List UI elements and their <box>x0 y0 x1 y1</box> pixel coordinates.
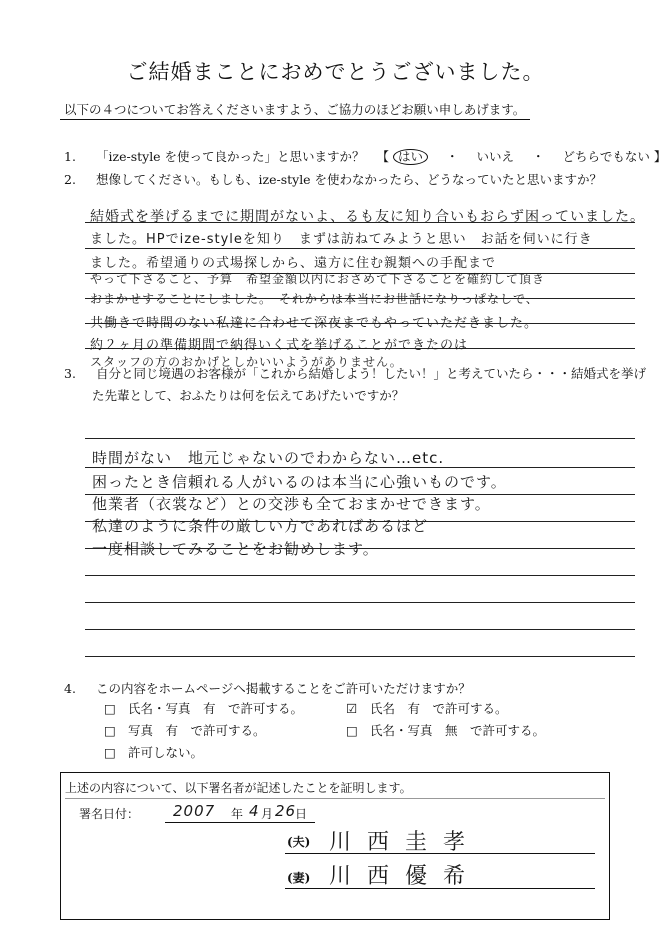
handwritten-line: ました。希望通りの式場探しから、遠方に住む親類への手配まで <box>90 256 497 271</box>
date-underline <box>165 822 315 823</box>
handwritten-line: 時間がない 地元じゃないのでわからない…etc. <box>92 449 445 467</box>
permission-option-name-photo[interactable] <box>104 699 303 717</box>
question-1-number: 1. <box>64 149 76 164</box>
handwritten-line: スタッフの方のおかげとしかいいようがありません。 <box>90 355 403 369</box>
month-unit: 月 <box>261 807 274 821</box>
signature-day[interactable]: 26 <box>275 802 297 820</box>
question-4-number: 4. <box>64 681 76 696</box>
answer-line <box>85 629 635 630</box>
checkbox-unchecked-icon[interactable]: □ <box>104 745 116 760</box>
husband-label: (夫) <box>287 835 311 849</box>
option-label: 写真 有 で許可する。 <box>127 723 266 738</box>
permission-option-photo[interactable] <box>104 721 266 739</box>
question-1-text: 「ize-style を使って良かった」と思いますか？ <box>95 149 365 164</box>
signature-year[interactable]: 2007 <box>173 802 216 820</box>
permission-option-name[interactable] <box>346 699 508 717</box>
signature-month[interactable]: 4 <box>249 802 260 820</box>
certification-text: 上述の内容について、以下署名者が記述したことを証明します。 <box>65 781 412 795</box>
option-label: 氏名・写真 無 で許可する。 <box>369 723 545 738</box>
question-3-text-line2: た先輩として、おふたりは何を伝えてあげたいですか？ <box>92 388 405 403</box>
checkbox-unchecked-icon[interactable]: □ <box>104 701 116 716</box>
question-1 <box>64 147 666 165</box>
answer-line <box>85 248 635 249</box>
handwritten-line: 一度相談してみることをお勧めします。 <box>92 540 379 558</box>
permission-option-no-name-photo[interactable] <box>346 721 545 739</box>
question-1-bracket-open: 【 <box>376 149 390 164</box>
question-3-number: 3. <box>64 366 76 381</box>
handwritten-line: 他業者（衣裳など）との交渉も全ておまかせできます。 <box>92 495 491 513</box>
divider <box>65 798 605 799</box>
permission-option-deny[interactable] <box>104 743 203 761</box>
question-1-separator: ・ <box>532 149 545 164</box>
option-label: 許可しない。 <box>127 745 203 760</box>
checkbox-unchecked-icon[interactable]: □ <box>346 723 358 738</box>
option-label: 氏名・写真 有 で許可する。 <box>127 701 303 716</box>
handwritten-line: 共働きで時間のない私達に合わせて深夜までもやっていただきました。 <box>90 316 539 331</box>
answer-line <box>85 438 635 439</box>
day-unit: 日 <box>295 807 308 821</box>
checkbox-unchecked-icon[interactable]: □ <box>104 723 116 738</box>
handwritten-line: 約２ヶ月の準備期間で納得いく式を挙げることができたのは <box>90 338 469 353</box>
option-label: 氏名 有 で許可する。 <box>369 701 508 716</box>
handwritten-line: おまかせすることにしました。 それからは本当にお世話になりっぱなしで、 <box>90 292 539 306</box>
handwritten-line: 結婚式を挙げるまでに期間がないよ、るも友に知り合いもおらず困っていました。 <box>90 209 645 225</box>
year-unit: 年 <box>231 807 244 821</box>
intro-underline <box>60 119 530 120</box>
question-4-text: この内容をホームページへ掲載することをご許可いただけますか？ <box>95 681 471 696</box>
answer-line <box>85 575 635 576</box>
wife-signature[interactable]: 川西優希 <box>329 864 482 889</box>
checkbox-checked-icon[interactable]: ☑ <box>346 701 358 716</box>
question-3 <box>64 364 646 382</box>
question-2 <box>64 170 602 188</box>
signature-date-label: 署名日付： <box>79 807 140 821</box>
answer-line <box>85 602 635 603</box>
answer-line <box>85 656 635 657</box>
question-1-bracket-close: 】 <box>653 149 667 164</box>
handwritten-line: やって下さること、予算 希望金額以内におさめて下さることを確約して頂き <box>90 272 546 286</box>
wife-signature-line <box>285 888 595 889</box>
handwritten-line: ました。HPでize-styleを知り まずは訪ねてみようと思い お話を伺いに行き <box>90 232 593 247</box>
question-1-option-yes[interactable]: はい <box>393 149 428 165</box>
husband-signature[interactable]: 川西圭孝 <box>329 830 482 855</box>
handwritten-line: 私達のように条件の厳しい方であればあるほど <box>92 517 429 535</box>
intro-text: 以下の４つについてお答えくださいますよう、ご協力のほどお願い申しあげます。 <box>64 102 526 117</box>
question-4 <box>64 679 471 697</box>
question-1-option-neither[interactable]: どちらでもない <box>562 149 650 164</box>
wife-label: (妻) <box>287 871 311 885</box>
question-1-option-no[interactable]: いいえ <box>476 149 515 164</box>
handwritten-line: 困ったとき信頼れる人がいるのは本当に心強いものです。 <box>92 473 507 491</box>
question-1-separator: ・ <box>446 149 459 164</box>
certification-box <box>60 772 610 920</box>
husband-signature-line <box>285 853 595 854</box>
question-3-text-line1: 自分と同じ境遇のお客様が「これから結婚しよう！したい！」と考えていたら・・・結婚式を挙げ <box>95 366 646 381</box>
question-2-number: 2. <box>64 172 76 187</box>
page-title: ご結婚まことにおめでとうございました。 <box>126 60 545 84</box>
question-2-text: 想像してください。もしも、ize-style を使わなかったら、どうなっていたと思いますか？ <box>95 172 603 187</box>
